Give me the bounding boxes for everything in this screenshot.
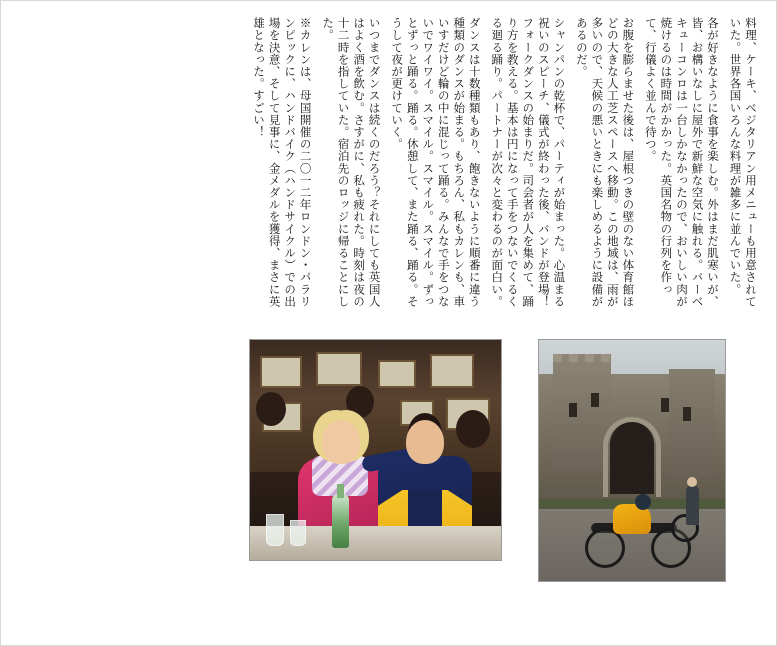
wall-picture-frame — [316, 352, 362, 386]
text-column-1: 料理、ケーキ、ベジタリアン用メニューも用意されていた。世界各国いろんな料理が雑多に並んでいた。 — [728, 17, 758, 308]
bottle — [332, 494, 349, 548]
wall-picture-frame — [378, 360, 416, 388]
wall-picture-frame — [430, 354, 474, 388]
standing-person — [686, 485, 699, 525]
wall-picture-frame — [260, 356, 302, 388]
party-indoor-photo — [249, 339, 502, 561]
woman-head — [322, 420, 360, 464]
castle-tower-right — [669, 369, 715, 475]
castle-window — [683, 407, 691, 421]
gate-archway — [610, 422, 654, 494]
background-person — [256, 392, 286, 426]
castle-window — [569, 403, 577, 417]
castle-handbike-photo — [538, 339, 726, 582]
text-column-5: ダンスは十数種類もあり、飽きないように順番に違う種類のダンスが始まる。もちろん、私もカレンも、車いすだけど輪の中に混じって踊る。みんなで手をつないでワイワイ。スマイル。スマイル。スマイル。ずっとずっと踊る。踊る。休憩して、また踊る、踊る。そうして夜が更けていく。 — [390, 17, 482, 308]
text-column-7: ※カレンは、母国開催の二〇一二年ロンドン・パラリンピックに、ハンドバイク（ハンドサイクル）での出場を決意、そして見事に、金メダルを獲得、まさに英雄となった。すごい！ — [252, 17, 313, 308]
drinking-glass — [266, 514, 284, 546]
text-column-2: 各が好きなように食事を楽しむ。外はまだ肌寒いが、皆、お構いなしに屋外で新鮮な空気に触れる。バーベキューコンロは一台しかなかったので、おいしい肉が焼けるのは時間がかかった。英国名物の行列を作って、行儀よく並んで待つ。 — [643, 17, 720, 308]
text-column-6: いつまでダンスは続くのだろう？それにしても英国人はよく酒を飲む。さすがに、私も疲れた。時刻は夜の十二時を指していた。宿泊先のロッジに帰ることにした。 — [321, 17, 382, 308]
castle-window — [591, 393, 599, 407]
man-head — [406, 420, 444, 464]
castle-battlement — [553, 354, 611, 362]
drinking-glass — [290, 520, 306, 546]
bottle-neck — [337, 484, 344, 498]
text-column-3: お腹を膨らませた後は、屋根つきの壁のない体育館ほどの大きな人工芝スペースへ移動。この地域は、雨が多いので、天候の悪いときにも楽しめるように設備があるのだ。 — [574, 17, 636, 308]
background-person — [346, 386, 374, 418]
text-column-4: シャンパンの乾杯で、パーティが始まった。心温まる祝いのスピーチ、儀式が終わった後、バンドが登場！フォークダンスの始まりだ。司会者が人を集めて、踊り方を教える。基本は円になって手をつないでくるくる廻る踊り。パートナーが次々と変わるのが面白い。 — [490, 17, 567, 308]
handbike-rear-wheel — [585, 528, 625, 568]
table-surface — [250, 526, 501, 560]
castle-window — [661, 398, 669, 412]
vertical-text-block — [18, 17, 758, 317]
background-person — [456, 410, 490, 448]
